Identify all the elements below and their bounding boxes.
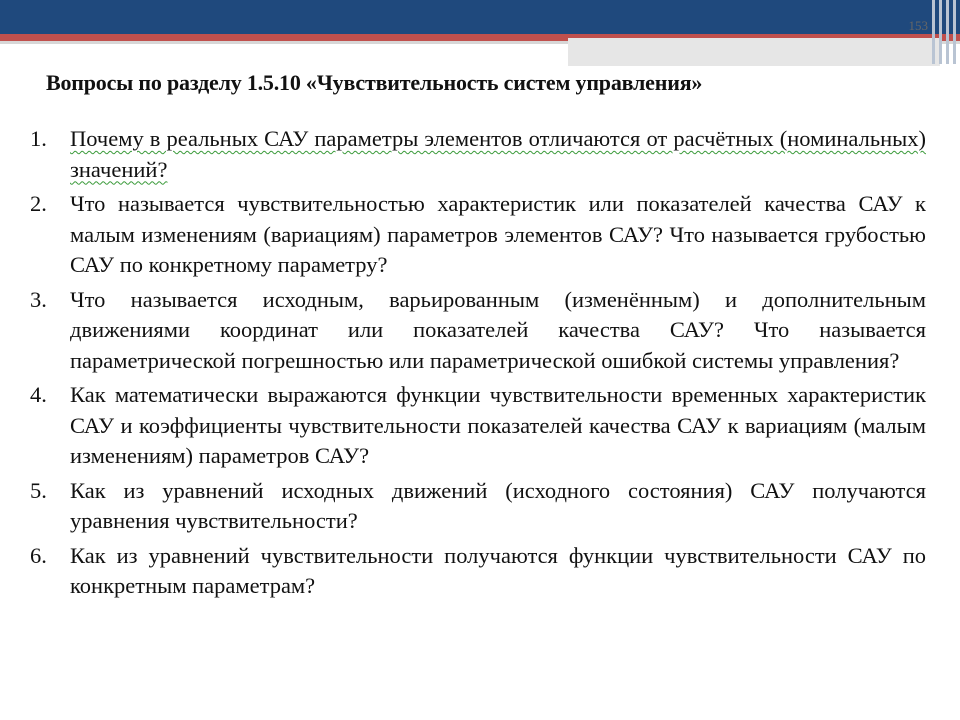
question-number: 4. bbox=[30, 382, 47, 407]
question-item bbox=[30, 380, 926, 472]
decor-stripe bbox=[953, 0, 956, 64]
question-number: 5. bbox=[30, 477, 47, 503]
question-text: Почему в реальных САУ параметры элементов отличаются от расчётных (номинальных) значений? bbox=[70, 126, 926, 182]
question-item bbox=[30, 541, 926, 602]
question-text: Как из уравнений исходных движений (исходного состояния) САУ получаются уравнения чувствительности? bbox=[70, 477, 926, 533]
question-text: Как из уравнений чувствительности получаются функции чувствительности САУ по конкретным параметрам? bbox=[70, 542, 926, 598]
decor-stripe bbox=[939, 0, 942, 64]
page-number: 153 bbox=[908, 18, 928, 33]
question-number: 1. bbox=[30, 126, 47, 151]
question-item bbox=[30, 189, 926, 281]
header-band bbox=[0, 0, 960, 34]
question-item bbox=[30, 124, 926, 185]
slide-title: Вопросы по разделу 1.5.10 «Чувствительность систем управления» bbox=[46, 70, 703, 95]
decor-stripe bbox=[946, 0, 949, 64]
question-item bbox=[30, 285, 926, 377]
decor-stripe bbox=[932, 0, 935, 64]
header-decor-stripes bbox=[932, 0, 960, 64]
question-number: 2. bbox=[30, 191, 47, 216]
question-text: Как математически выражаются функции чувствительности временных характеристик САУ и коэффициенты чувствительности показателей качества САУ к вариациям (малым изменениям) параметров САУ? bbox=[70, 382, 926, 468]
question-text: Что называется исходным, варьированным (изменённым) и дополнительным движениями координат или показателей качества САУ? Что называется параметрической погрешностью или параметрической ошибкой системы управления? bbox=[70, 286, 926, 373]
question-number: 3. bbox=[30, 286, 47, 312]
question-list bbox=[30, 124, 926, 606]
question-text: Что называется чувствительностью характеристик или показателей качества САУ к малым изменениям (вариациям) параметров элементов САУ? Что называется грубостью САУ по конкретному параметру? bbox=[70, 191, 926, 277]
header-shadow-box bbox=[568, 38, 940, 66]
question-number: 6. bbox=[30, 542, 47, 568]
question-item bbox=[30, 476, 926, 537]
